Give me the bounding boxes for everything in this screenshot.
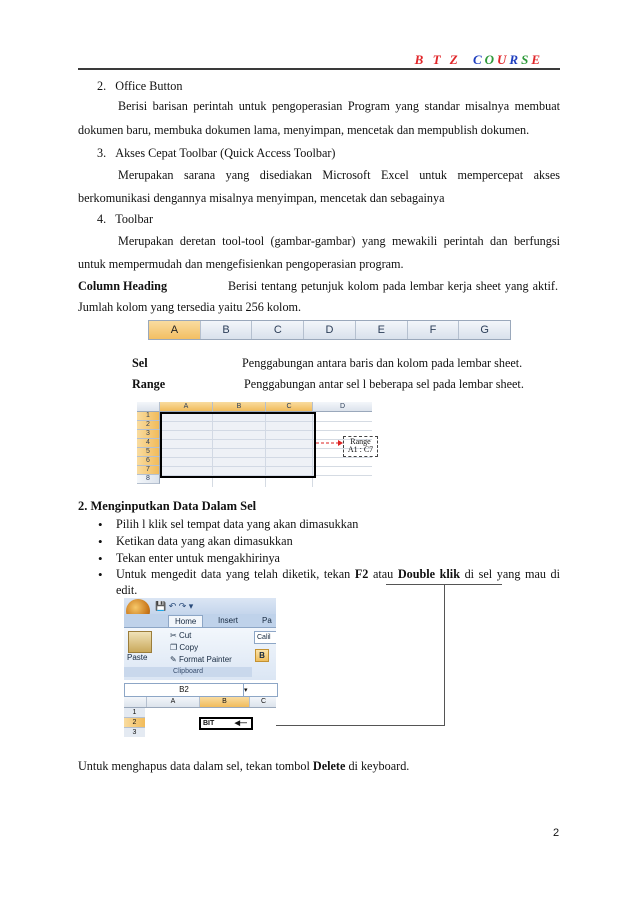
column-heading-term: Column Heading: [78, 279, 168, 293]
cut-button[interactable]: ✂ Cut: [170, 631, 192, 640]
definition-range-desc: Penggabungan antar sel l beberapa sel pada lembar sheet.: [244, 377, 524, 391]
toolbar-para-1: Merupakan deretan tool-tool (gambar-gambar) yang mewakili perintah dan berfungsi: [118, 234, 560, 248]
range-row-5: 5: [137, 448, 160, 457]
range-row-3: 3: [137, 430, 160, 439]
sheet-col-c: C: [249, 697, 277, 707]
quick-access-para-2: berkomunikasi dengannya misalnya menyimpan, mencetak dan sebagainya: [78, 191, 445, 205]
paste-button[interactable]: Paste: [127, 653, 148, 662]
column-header-a: A: [149, 321, 201, 339]
input-bullet-4: • Untuk mengedit data yang telah diketik, tekan F2 atau Double klik di sel yang mau di: [116, 567, 560, 582]
tab-page-layout[interactable]: Pa: [262, 616, 272, 625]
name-box-bar: [124, 683, 278, 697]
cell-pointer-icon: ◀—: [234, 720, 247, 727]
range-selection-box: [160, 412, 316, 478]
range-label-title: Range: [350, 437, 371, 446]
office-button-para-1: Berisi barisan perintah untuk pengoperasian Program yang standar misalnya membuat: [118, 99, 560, 113]
column-header-e: E: [356, 321, 408, 339]
input-section-title: 2. Menginputkan Data Dalam Sel: [78, 499, 257, 513]
range-col-b: B: [213, 402, 266, 412]
select-all-corner: [137, 402, 160, 412]
range-col-a: A: [160, 402, 213, 412]
range-label: [343, 436, 378, 457]
range-row-6: 6: [137, 457, 160, 466]
toolbar-para-2: untuk mempermudah dan mengefisienkan pengoperasian program.: [78, 257, 404, 271]
definition-sel-desc: Penggabungan antara baris dan kolom pada lembar sheet.: [242, 356, 523, 370]
column-heading-desc-1: Berisi tentang petunjuk kolom pada lembar kerja sheet yang aktif.: [228, 279, 558, 293]
font-name-box[interactable]: Calil: [254, 631, 276, 644]
column-header-b: B: [201, 321, 253, 339]
format-painter-button[interactable]: ✎ Format Painter: [170, 655, 232, 664]
tab-home[interactable]: Home: [168, 615, 203, 628]
range-row-7: 7: [137, 466, 160, 475]
column-header-f: F: [408, 321, 460, 339]
range-arrow-icon: [314, 438, 344, 448]
input-bullet-1: • Pilih l klik sel tempat data yang akan dimasukkan: [116, 517, 358, 532]
column-heading-desc-2: Jumlah kolom yang tersedia yaitu 256 kolom.: [78, 300, 302, 314]
range-label-value: A1 : C7: [347, 445, 374, 454]
delete-note: Untuk menghapus data dalam sel, tekan tombol Delete di keyboard.: [78, 759, 410, 773]
range-row-1: 1: [137, 412, 160, 421]
office-button-para-2: dokumen baru, membuka dokumen lama, menyimpan, mencetak dan mempublish dokumen.: [78, 123, 530, 137]
definition-range-term: Range: [132, 377, 166, 391]
sheet-col-b: B: [199, 697, 249, 707]
input-bullet-2: • Ketikan data yang akan dimasukkan: [116, 534, 293, 549]
brand-btz: B T Z: [414, 52, 461, 67]
column-heading-strip: [148, 320, 511, 340]
callout-line-vertical: [444, 584, 445, 725]
header-rule: [78, 68, 560, 70]
name-box[interactable]: B2: [125, 684, 244, 696]
definition-sel-term: Sel: [132, 356, 148, 370]
column-header-c: C: [252, 321, 304, 339]
sheet-row-3: 3: [124, 728, 145, 737]
clipboard-group-label: Clipboard: [124, 667, 252, 677]
bold-button[interactable]: B: [255, 649, 269, 662]
range-row-4: 4: [137, 439, 160, 448]
page-number: 2: [553, 827, 560, 839]
copy-button[interactable]: ❐ Copy: [170, 643, 199, 652]
sheet-row-1: 1: [124, 708, 145, 718]
sheet-row-2: 2: [124, 718, 145, 728]
range-row-2: 2: [137, 421, 160, 430]
sheet-col-a: A: [146, 697, 199, 707]
quick-access-heading: 3. Akses Cepat Toolbar (Quick Access Toolbar): [97, 146, 336, 160]
name-box-dropdown-icon[interactable]: ▾: [244, 686, 248, 694]
column-header-d: D: [304, 321, 356, 339]
tab-insert[interactable]: Insert: [218, 616, 239, 625]
paste-icon[interactable]: [128, 631, 152, 653]
header-brand: [415, 52, 543, 68]
quick-access-icons[interactable]: 💾 ↶ ↷ ▾: [155, 601, 194, 611]
quick-access-para-1: Merupakan sarana yang disediakan Microsoft Excel untuk mempercepat akses: [118, 168, 560, 182]
input-bullet-3: • Tekan enter untuk mengakhirinya: [116, 551, 280, 566]
range-col-c: C: [266, 402, 313, 412]
sheet-figure: [124, 697, 276, 738]
column-header-g: G: [480, 324, 489, 336]
office-button-heading: 2. Office Button: [97, 79, 183, 93]
active-cell-b2[interactable]: BIT ◀—: [199, 717, 253, 730]
toolbar-heading: 4. Toolbar: [97, 212, 154, 226]
brand-course: COURSE: [472, 52, 543, 67]
ribbon-tabs: [124, 614, 276, 627]
input-bullet-4-cont: edit.: [116, 583, 138, 597]
range-col-d: D: [313, 402, 372, 412]
range-row-8: 8: [137, 475, 160, 484]
